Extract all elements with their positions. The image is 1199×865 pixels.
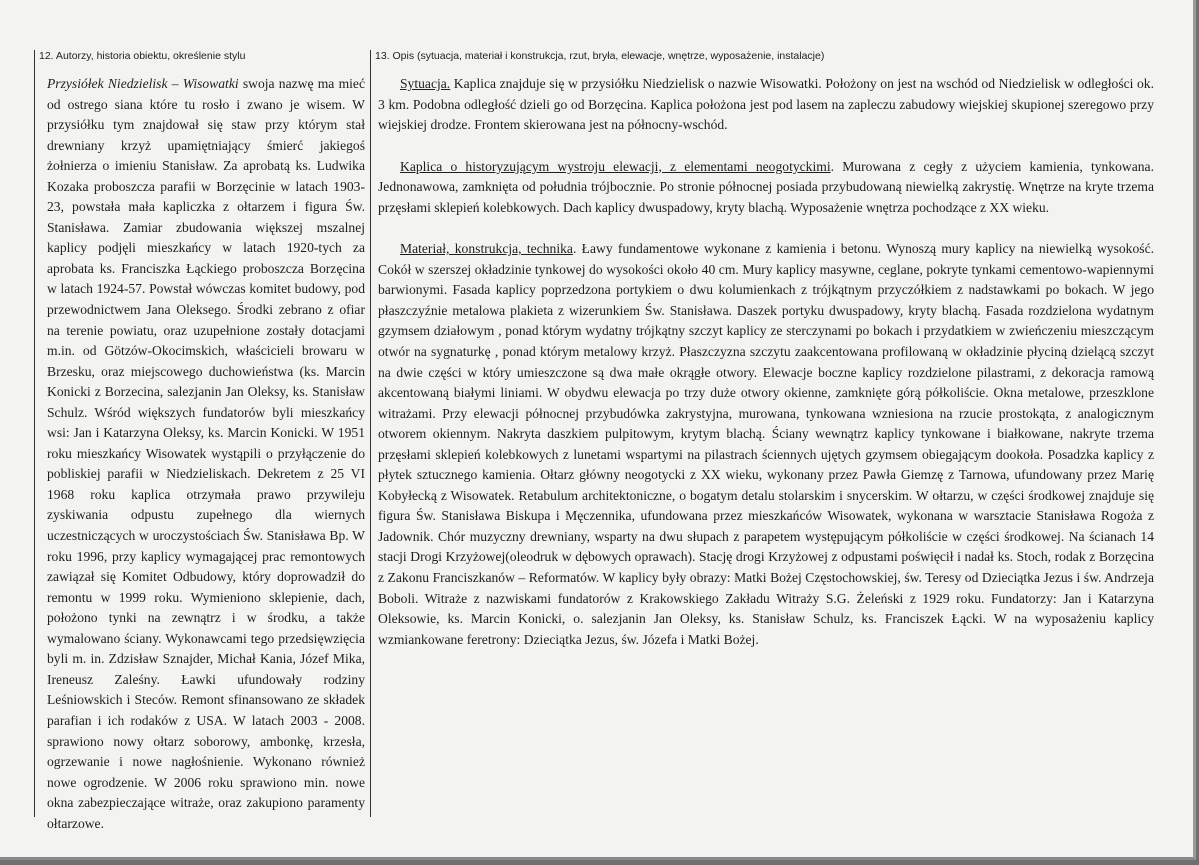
history-text [35, 74, 365, 834]
material-title: Materiał, konstrukcja, technika [400, 241, 573, 257]
history-column [34, 50, 365, 831]
style-title: Kaplica o historyzującym wystroju elewacji, z elementami neogotyckimi [400, 158, 831, 174]
history-heading: 12. Autorzy, historia obiektu, określenie stylu [39, 50, 246, 62]
history-lead: Przysiółek Niedzielisk – Wisowatki [47, 76, 239, 91]
situation-paragraph [378, 74, 1154, 136]
description-heading: 13. Opis (sytuacja, materiał i konstrukcja, rzut, bryła, elewacje, wnętrze, wyposażenie, instalacje) [375, 50, 825, 62]
style-body: . Murowana z cegły z użyciem kamienia, tynkowana. Jednonawowa, zamknięta od południa trójbocznie. Po stronie północnej posiada przybudowaną niewielką zakrystię. Wnętrze na kryte trzema przęsłami sklepień kolebkowych. Dach kaplicy dwuspadowy, kryty blachą. Wyposażenie wnętrza pochodzące z XX wieku. [378, 158, 1154, 215]
material-paragraph [378, 239, 1154, 650]
description-column [370, 50, 1161, 817]
history-body: swoja nazwę ma mieć od ostrego siana które tu rosło i zwano je wisem. W przysiółku tym znajdował się staw przy którym stał drewniany krzyż upamiętniający śmierć jakiegoś żołnierza o imieniu Stanisław. Za aprobatą ks. Ludwika Kozaka proboszcza parafii w Borzęcinie w latach 1903-23, powstała mała kapliczka z ołtarzem i figura Św. Stanisława. Zamiar zbudowania większej mszalnej kaplicy podjęli mieszkańcy w latach 1920-tych za aprobata ks. Franciszka Łąckiego proboszcza Borzęcina w latach 1924-57. Powstał wówczas komitet budowy, pod przewodnictwem Jana Oleksego. Środki zebrano z ofiar na terenie powiatu, oraz uzupełnione zostały dotacjami m.in. od Götzów-Okocimskich, właścicieli browaru w Brzesku, oraz miejscowego duchowieństwa (ks. Marcin Konicki z Borzecina, salezjanin Jan Oleksy, ks. Stanisław Schulz. Wśród większych fundatorów byli mieszkańcy wsi: Jan i Katarzyna Oleksy, ks. Marcin Konicki. W 1951 roku mieszkańcy Wisowatek wystąpili o przyłączenie do pobliskiej parafii w Niedzieliskach. Dekretem z 25 VI 1968 roku kaplica otrzymała prawo przywileju zyskiwania odpustu zupełnego dla wiernych uczestniczących w uroczystościach Św. Stanisława Bp. W roku 1996, przy kaplicy wymagającej prac remontowych zawiązał się Komitet Odbudowy, który doprowadził do remontu w 1999 roku. Wymieniono sklepienie, dach, położono tynki na zewnątrz i w środku, a także wymalowano ściany. Wykonawcami tego przedsięwzięcia byli m. in. Zdzisław Sznajder, Michał Kania, Józef Mika, Ireneusz Zaleśny. Ławki ufundowały rodziny Leśniowskich i Steców. Remont sfinansowano ze składek parafian i ich rodaków z USA. W latach 2003 - 2008. sprawiono nowy ołtarz soborowy, ambonkę, krzesła, ogrzewanie i nowe nagłośnienie. Wykonano również nowe ogrodzenie. W 2006 roku sprawiono min. nowe okna zabezpieczające witraże, oraz zakupiono paramenty ołtarzowe. [47, 76, 365, 831]
material-body: . Ławy fundamentowe wykonane z kamienia i betonu. Wynoszą mury kaplicy na niewielką wysokość. Cokół w szerszej okładzinie tynkowej do wysokości około 40 cm. Mury kaplicy masywne, ceglane, pokryte tynkami cementowo-wapiennymi barwionymi. Fasada kaplicy poprzedzona portykiem o dwu kolumienkach z trójkątnym przyczółkiem z nadstawkami po bokach. W jego płaszczyźnie metalowa plakieta z wizerunkiem Św. Stanisława. Daszek portyku dwuspadowy, kryty blachą. Fasada rozdzielona wydatnym gzymsem działowym , ponad którym wydatny trójkątny szczyt kaplicy ze sterczynami po bokach i przydatkiem w zwieńczeniu mieszczącym otwór na sygnaturkę , ponad którym metalowy krzyż. Płaszczyzna szczytu zaakcentowana profilowaną w okładzinie płyciną dzielącą szczyt na dwie części w który umieszczone są dwa małe okrągłe otwory. Elewacje boczne kaplicy rozdzielone pilastrami, z dekoracja ramową akcentowaną białymi liniami. W obydwu elewacja po trzy duże otwory okienne, zamknięte górą półkoliście. Okna metalowe, przeszklone witrażami. Przy elewacji północnej przybudówka zakrystyjna, murowana, tynkowana wzniesiona na rzucie prostokąta, z analogicznym otworem okiennym. Nakryta daszkiem pulpitowym, krytym blachą. Ściany wewnątrz kaplicy tynkowane i białkowane, nakryte trzema przęsłami sklepień kolebkowych z lunetami wspartymi na pilastrach ściennych ujętych gzymsem obiegającym dookoła. Posadzka kaplicy z płytek sztucznego kamienia. Ołtarz główny neogotycki z XX wieku, wykonany przez Pawła Giemzę z Tarnowa, ufundowany przez Marię Kobyłecką z Wisowatek. Retabulum architektoniczne, o bogatym detalu stolarskim i snycerskim. W ołtarzu, w części środkowej znajduje się figura Św. Stanisława Biskupa i Męczennika, ufundowana przez mieszkańców Wisowatek, wykonana w warsztacie Stanisława Rogoża z Jadownik. Chór muzyczny drewniany, wsparty na dwu słupach z parapetem występującym półkoliście w części środkowej. Na ścianach 14 stacji Drogi Krzyżowej(oleodruk w dębowych oprawach). Stację drogi Krzyżowej z odpustami poświęcił i nadał ks. Stoch, rodak z Borzęcina z Zakonu Franciszkanów – Reformatów. W kaplicy były obrazy: Matki Bożej Częstochowskiej, św. Teresy od Dzieciątka Jezus i św. Andrzeja Boboli. Witraże z nazwiskami fundatorów z Krakowskiego Zakładu Witraży S.G. Żeleński z 1929 roku. Fundatorzy: Jan i Katarzyna Oleksowie, ks. Marcin Konicki, o. salezjanin Jan Oleksy, ks. Stanisław Schulz, ks. Franciszek Łącki. W na wyposażeniu kaplicy wzmiankowane feretrony: Dzieciątka Jezus, św. Józefa i Matki Bożej. [378, 241, 1154, 647]
situation-title: Sytuacja. [400, 76, 451, 91]
situation-body: Kaplica znajduje się w przysiółku Niedzielisk o nazwie Wisowatki. Położony on jest na wschód od Niedzielisk w odległości ok. 3 km. Podobna odległość dzieli go od Borzęcina. Kaplica położona jest pod lasem na zapleczu zabudowy wiejskiej skupionej szeregowo przy wiejskiej drodze. Frontem skierowana jest na północny-wschód. [378, 76, 1154, 133]
description-text [371, 74, 1154, 650]
style-paragraph [378, 157, 1154, 219]
